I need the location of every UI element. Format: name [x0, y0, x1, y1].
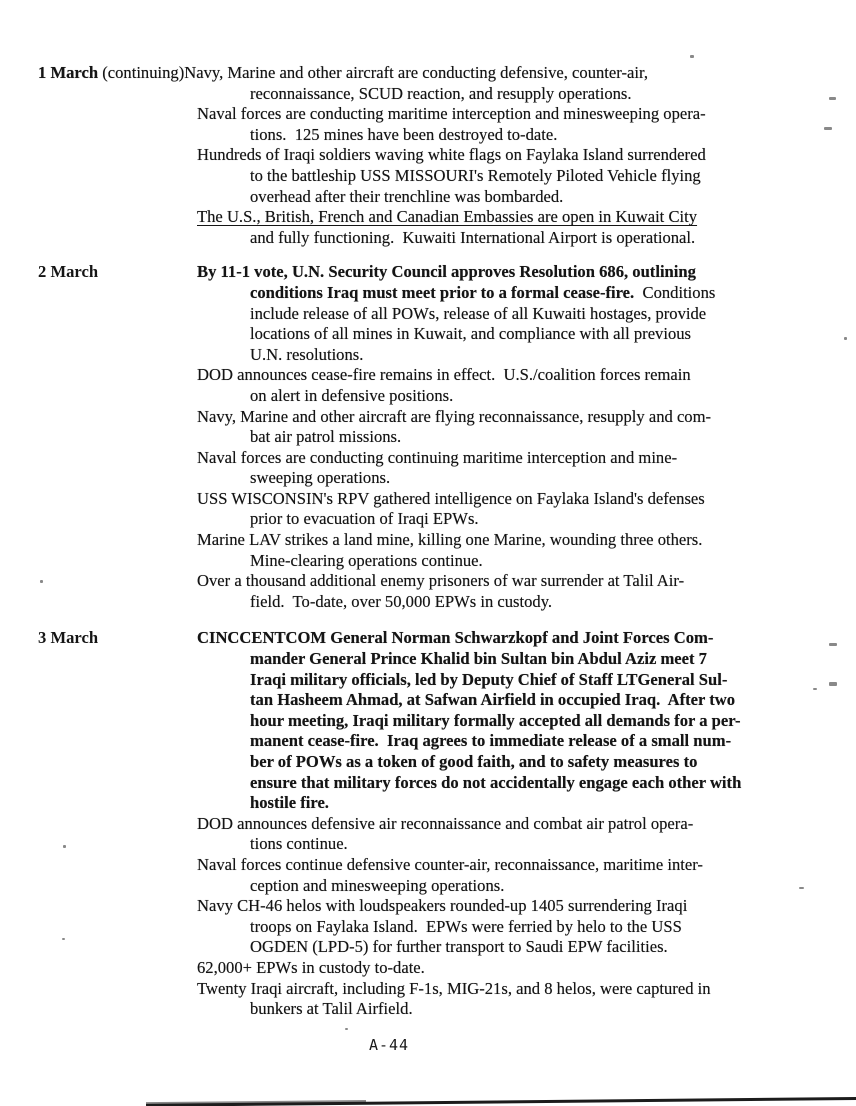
text-line [197, 814, 856, 835]
scan-speck [62, 938, 65, 940]
text-line [250, 690, 856, 711]
text-segment: 62,000+ EPWs in custody to-date. [197, 957, 425, 977]
text-line [38, 63, 856, 84]
text-segment: Conditions [634, 282, 716, 302]
scan-speck [829, 97, 836, 100]
text-segment: ception and minesweeping operations. [250, 875, 505, 895]
text-line [197, 207, 856, 228]
text-line [250, 345, 856, 366]
text-line [250, 649, 856, 670]
text-line [250, 228, 856, 249]
text-line [250, 187, 856, 208]
text-segment: Hundreds of Iraqi soldiers waving white flags on Faylaka Island surrendered [197, 145, 706, 165]
scan-speck [829, 682, 837, 686]
scan-speck [690, 55, 694, 58]
text-segment: conditions Iraq must meet prior to a formal cease-fire. [250, 282, 635, 302]
text-line [197, 855, 856, 876]
text-segment: U.N. resolutions. [250, 344, 364, 364]
text-segment: ensure that military forces do not accidentally engage each other with [250, 772, 742, 792]
text-segment: By 11-1 vote, U.N. Security Council approves Resolution 686, outlining [197, 262, 696, 282]
text-line [250, 125, 856, 146]
entry-date: 2 March [38, 262, 99, 282]
scan-speck [813, 688, 817, 690]
text-segment: The U.S., British, French and Canadian Embassies are open in Kuwait City [197, 207, 698, 227]
text-segment: Marine LAV strikes a land mine, killing one Marine, wounding three others. [197, 530, 703, 550]
text-line [250, 84, 856, 105]
text-line [197, 489, 856, 510]
text-line [197, 958, 856, 979]
text-line [250, 876, 856, 897]
text-line [250, 937, 856, 958]
text-line [250, 752, 856, 773]
text-segment: tan Hasheem Ahmad, at Safwan Airfield in occupied Iraq. After two [250, 690, 736, 710]
text-line [250, 283, 856, 304]
text-line [197, 407, 856, 428]
text-segment: Naval forces continue defensive counter-air, reconnaissance, maritime inter- [197, 854, 703, 874]
text-line [250, 324, 856, 345]
text-segment: Navy, Marine and other aircraft are conducting defensive, counter-air, [184, 63, 648, 82]
text-segment: ber of POWs as a token of good faith, and to safety measures to [250, 752, 698, 771]
scan-speck [829, 643, 837, 646]
text-segment: overhead after their trenchline was bombarded. [250, 186, 564, 206]
text-line [250, 304, 856, 325]
text-segment: DOD announces defensive air reconnaissance and combat air patrol opera- [197, 813, 694, 833]
text-segment: Navy CH-46 helos with loudspeakers rounded-up 1405 surrendering Iraqi [197, 896, 688, 916]
text-line [250, 917, 856, 938]
text-line [197, 896, 856, 917]
page-number: A-44 [368, 1036, 410, 1054]
scan-speck [799, 887, 804, 889]
scan-speck [824, 127, 832, 130]
entry-date: 3 March [38, 628, 99, 648]
text-segment: Naval forces are conducting continuing maritime interception and mine- [197, 447, 678, 467]
chronology-entry [0, 628, 856, 1019]
text-line [197, 365, 856, 386]
text-line [250, 999, 856, 1020]
text-segment: manent cease-fire. Iraq agrees to immediate release of a small num- [250, 731, 732, 751]
text-line [250, 670, 856, 691]
text-segment: DOD announces cease-fire remains in effect. U.S./coalition forces remain [197, 365, 691, 385]
text-line [250, 551, 856, 572]
text-line [250, 731, 856, 752]
text-line [197, 145, 856, 166]
text-line [250, 509, 856, 530]
text-line [197, 628, 856, 649]
text-segment: USS WISCONSIN's RPV gathered intelligence on Faylaka Island's defenses [197, 488, 705, 508]
text-segment: tions. 125 mines have been destroyed to-date. [250, 124, 558, 144]
scan-speck [40, 580, 43, 583]
text-line [250, 592, 856, 613]
text-line [197, 104, 856, 125]
text-segment: hostile fire. [250, 793, 329, 813]
chronology-entry [0, 63, 856, 248]
text-segment: hour meeting, Iraqi military formally accepted all demands for a per- [250, 710, 741, 730]
text-segment: bunkers at Talil Airfield. [250, 999, 413, 1019]
entry-date-suffix: (continuing) [98, 63, 185, 82]
scan-speck [844, 337, 847, 340]
text-segment: Mine-clearing operations continue. [250, 550, 483, 570]
text-segment: to the battleship USS MISSOURI's Remotely Piloted Vehicle flying [250, 165, 701, 185]
text-line [250, 793, 856, 814]
scan-speck [63, 845, 66, 848]
text-segment: include release of all POWs, release of all Kuwaiti hostages, provide [250, 303, 707, 323]
text-segment: mander General Prince Khalid bin Sultan bin Abdul Aziz meet 7 [250, 649, 707, 669]
text-line [250, 166, 856, 187]
text-line [197, 448, 856, 469]
text-segment: reconnaissance, SCUD reaction, and resupply operations. [250, 83, 632, 103]
text-line [197, 530, 856, 551]
text-segment: Iraqi military officials, led by Deputy Chief of Staff LTGeneral Sul- [250, 669, 728, 689]
text-segment: Over a thousand additional enemy prisoners of war surrender at Talil Air- [197, 571, 685, 591]
chronology-entry [0, 262, 856, 612]
text-segment: prior to evacuation of Iraqi EPWs. [250, 509, 479, 529]
text-segment: sweeping operations. [250, 468, 391, 488]
text-line [197, 571, 856, 592]
text-line [250, 711, 856, 732]
entry-date: 1 March [38, 63, 99, 82]
text-line [250, 834, 856, 855]
text-line [250, 468, 856, 489]
text-segment: Navy, Marine and other aircraft are flying reconnaissance, resupply and com- [197, 406, 712, 426]
text-segment: on alert in defensive positions. [250, 385, 454, 405]
chronology-entries [0, 63, 856, 1020]
text-line [197, 262, 856, 283]
text-segment: OGDEN (LPD-5) for further transport to Saudi EPW facilities. [250, 937, 668, 957]
text-segment: field. To-date, over 50,000 EPWs in custody. [250, 591, 553, 611]
text-line [250, 386, 856, 407]
text-segment: troops on Faylaka Island. EPWs were ferried by helo to the USS [250, 916, 682, 936]
scan-speck [345, 1028, 348, 1030]
text-segment: tions continue. [250, 834, 348, 854]
text-segment: locations of all mines in Kuwait, and compliance with all previous [250, 324, 692, 344]
text-segment: Naval forces are conducting maritime interception and minesweeping opera- [197, 104, 706, 124]
text-line [197, 979, 856, 1000]
text-line [250, 427, 856, 448]
text-line [250, 773, 856, 794]
text-segment: Twenty Iraqi aircraft, including F-1s, MIG-21s, and 8 helos, were captured in [197, 978, 711, 998]
text-segment: bat air patrol missions. [250, 427, 402, 447]
text-segment: CINCCENTCOM General Norman Schwarzkopf and Joint Forces Com- [197, 628, 714, 648]
text-segment: and fully functioning. Kuwaiti International Airport is operational. [250, 227, 696, 247]
